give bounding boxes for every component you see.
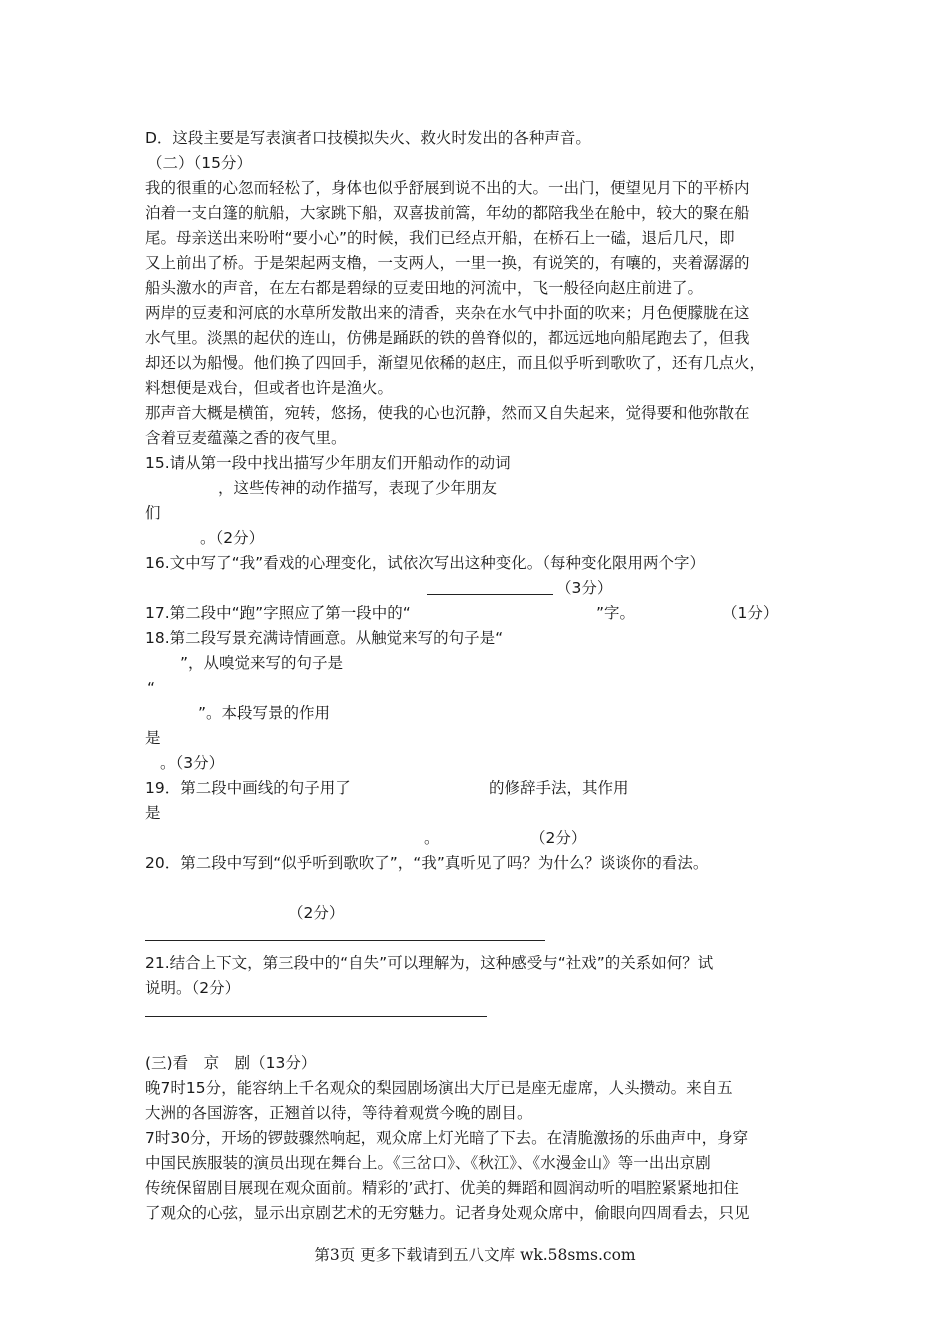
passage-line: 晚7时15分，能容纳上千名观众的梨园剧场演出大厅已是座无虚席，人头攒动。来自五 xyxy=(145,1079,733,1097)
question-18-cont: ”，从嗅觉来写的句子是 xyxy=(180,654,344,672)
question-15-score: 。（2分） xyxy=(200,529,265,547)
page-footer: 第3页 更多下载请到五八文库 wk.58sms.com xyxy=(314,1246,636,1264)
answer-line[interactable] xyxy=(145,1016,487,1017)
question-18-cont: “ xyxy=(147,679,156,697)
question-18-score: 。（3分） xyxy=(160,754,225,772)
answer-line[interactable] xyxy=(145,940,545,941)
question-15: 15.请从第一段中找出描写少年朋友们开船动作的动词 xyxy=(145,454,511,472)
passage-line: 大洲的各国游客，正翘首以待，等待着观赏今晚的剧目。 xyxy=(145,1104,533,1122)
question-19-score: （2分） xyxy=(530,829,587,847)
passage-line: 水气里。淡黑的起伏的连山，仿佛是踊跃的铁的兽脊似的，都远远地向船尾跑去了，但我 xyxy=(145,329,750,347)
passage-line: 两岸的豆麦和河底的水草所发散出来的清香，夹杂在水气中扑面的吹来；月色便朦胧在这 xyxy=(145,304,750,322)
question-21-cont: 说明。（2分） xyxy=(145,979,241,997)
passage-line: 传统保留剧目展现在观众面前。精彩的’武打、优美的舞蹈和圆润动听的唱腔紧紧地扣住 xyxy=(145,1179,739,1197)
question-19-cont: 是 xyxy=(145,804,161,822)
passage-line: 我的很重的心忽而轻松了，身体也似乎舒展到说不出的大。一出门，便望见月下的平桥内 xyxy=(145,179,750,197)
passage-line: 尾。母亲送出来吩咐“要小心”的时候，我们已经点开船，在桥石上一磕，退后几尺，即 xyxy=(145,229,735,247)
question-17-cont: ”字。 xyxy=(596,604,636,622)
answer-blank[interactable] xyxy=(427,594,553,595)
passage-line: 船头激水的声音，在左右都是碧绿的豆麦田地的河流中，飞一般径向赵庄前进了。 xyxy=(145,279,704,297)
passage-line: 7时30分，开场的锣鼓骤然响起，观众席上灯光暗了下去。在清脆激扬的乐曲声中，身穿 xyxy=(145,1129,749,1147)
section-2-heading: （二）（15分） xyxy=(147,154,252,172)
question-16: 16.文中写了“我”看戏的心理变化，试依次写出这种变化。（每种变化限用两个字） xyxy=(145,554,705,572)
question-18: 18.第二段写景充满诗情画意。从触觉来写的句子是“ xyxy=(145,629,504,647)
question-17: 17.第二段中“跑”字照应了第一段中的“ xyxy=(145,604,411,622)
question-15-cont: 们 xyxy=(145,504,161,522)
passage-line: 却还以为船慢。他们换了四回手，渐望见依稀的赵庄，而且似乎听到歌吹了，还有几点火， xyxy=(145,354,766,372)
question-15-cont: ，这些传神的动作描写，表现了少年朋友 xyxy=(218,479,498,497)
question-18-cont: ”。本段写景的作用 xyxy=(198,704,331,722)
passage-line: 那声音大概是横笛，宛转，悠扬，使我的心也沉静，然而又自失起来，觉得要和他弥散在 xyxy=(145,404,750,422)
question-16-score: （3分） xyxy=(556,579,613,597)
question-17-score: （1分） xyxy=(722,604,779,622)
passage-line: 了观众的心弦，显示出京剧艺术的无穷魅力。记者身处观众席中，偷眼向四周看去，只见 xyxy=(145,1204,750,1222)
passage-line: 又上前出了桥。于是架起两支橹，一支两人，一里一换，有说笑的，有嚷的，夹着潺潺的 xyxy=(145,254,750,272)
question-19: 19．第二段中画线的句子用了 xyxy=(145,779,351,797)
question-19-cont: 。 xyxy=(424,829,440,847)
question-18-cont: 是 xyxy=(145,729,161,747)
passage-line: 含着豆麦蕴藻之香的夜气里。 xyxy=(145,429,347,447)
question-20: 20．第二段中写到“似乎听到歌吹了”，“我”真听见了吗？为什么？谈谈你的看法。 xyxy=(145,854,709,872)
passage-line: 中国民族服装的演员出现在舞台上。《三岔口》、《秋江》、《水漫金山》等一出出京剧 xyxy=(145,1154,711,1172)
question-21: 21.结合上下文，第三段中的“自失”可以理解为，这种感受与“社戏”的关系如何？试 xyxy=(145,954,714,972)
passage-line: 泊着一支白篷的航船，大家跳下船，双喜拔前篙，年幼的都陪我坐在舱中，较大的聚在船 xyxy=(145,204,750,222)
option-d: D．这段主要是写表演者口技模拟失火、救火时发出的各种声音。 xyxy=(145,129,591,147)
question-19-cont: 的修辞手法，其作用 xyxy=(489,779,629,797)
passage-line: 料想便是戏台，但或者也许是渔火。 xyxy=(145,379,394,397)
section-3-heading: (三)看 京 剧（13分） xyxy=(145,1054,317,1072)
question-20-score: （2分） xyxy=(288,904,345,922)
